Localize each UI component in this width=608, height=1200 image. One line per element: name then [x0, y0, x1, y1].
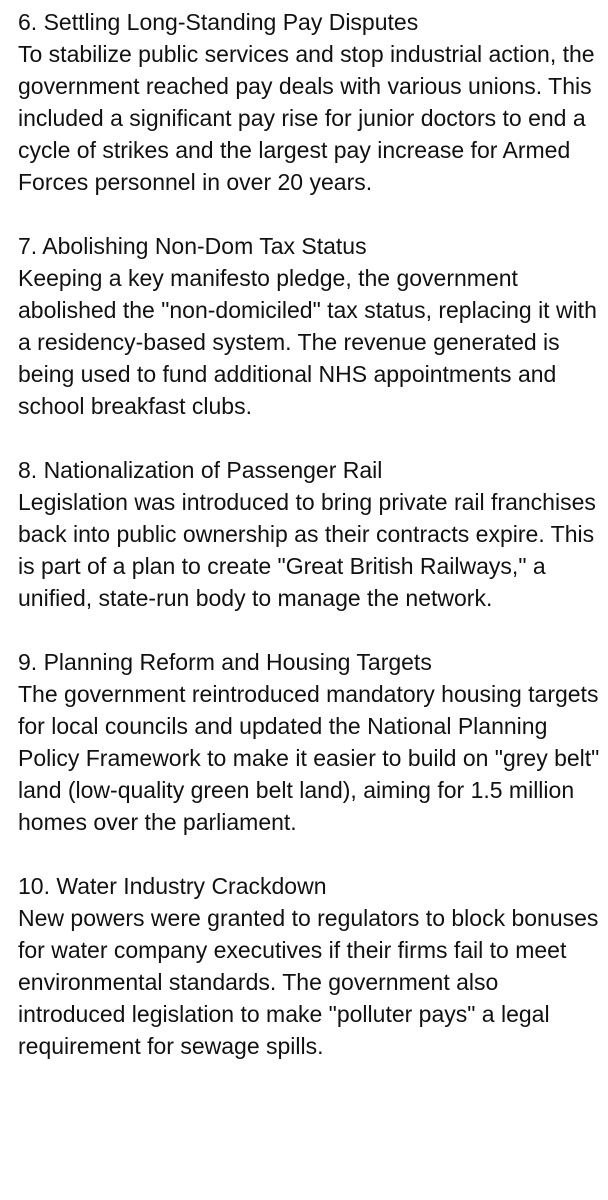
section-body: Legislation was introduced to bring private rail franchises back into public ownership as their contracts expire. This is part of a plan to create "Great British Railways," a unified, state-run body to manage the network.: [18, 489, 596, 611]
section-pay-disputes: [18, 6, 602, 198]
section-heading: 9. Planning Reform and Housing Targets: [18, 649, 432, 675]
section-heading: 7. Abolishing Non-Dom Tax Status: [18, 233, 367, 259]
section-planning: [18, 646, 602, 838]
document-text: [18, 6, 602, 1094]
section-body: To stabilize public services and stop industrial action, the government reached pay deals with various unions. This included a significant pay rise for junior doctors to end a cycle of strikes and the largest pay increase for Armed Forces personnel in over 20 years.: [18, 41, 595, 195]
section-rail: [18, 454, 602, 614]
section-water: [18, 870, 602, 1062]
section-heading: 10. Water Industry Crackdown: [18, 873, 327, 899]
section-body: Keeping a key manifesto pledge, the government abolished the "non-domiciled" tax status, replacing it with a residency-based system. The revenue generated is being used to fund additional NHS appointments and school breakfast clubs.: [18, 265, 597, 419]
section-non-dom: [18, 230, 602, 422]
section-heading: 8. Nationalization of Passenger Rail: [18, 457, 383, 483]
section-body: The government reintroduced mandatory housing targets for local councils and updated the National Planning Policy Framework to make it easier to build on "grey belt" land (low-quality green belt land), aiming for 1.5 million homes over the parliament.: [18, 681, 600, 835]
section-heading: 6. Settling Long-Standing Pay Disputes: [18, 9, 419, 35]
section-body: New powers were granted to regulators to block bonuses for water company executives if their firms fail to meet environmental standards. The government also introduced legislation to make "polluter pays" a legal requirement for sewage spills.: [18, 905, 599, 1059]
